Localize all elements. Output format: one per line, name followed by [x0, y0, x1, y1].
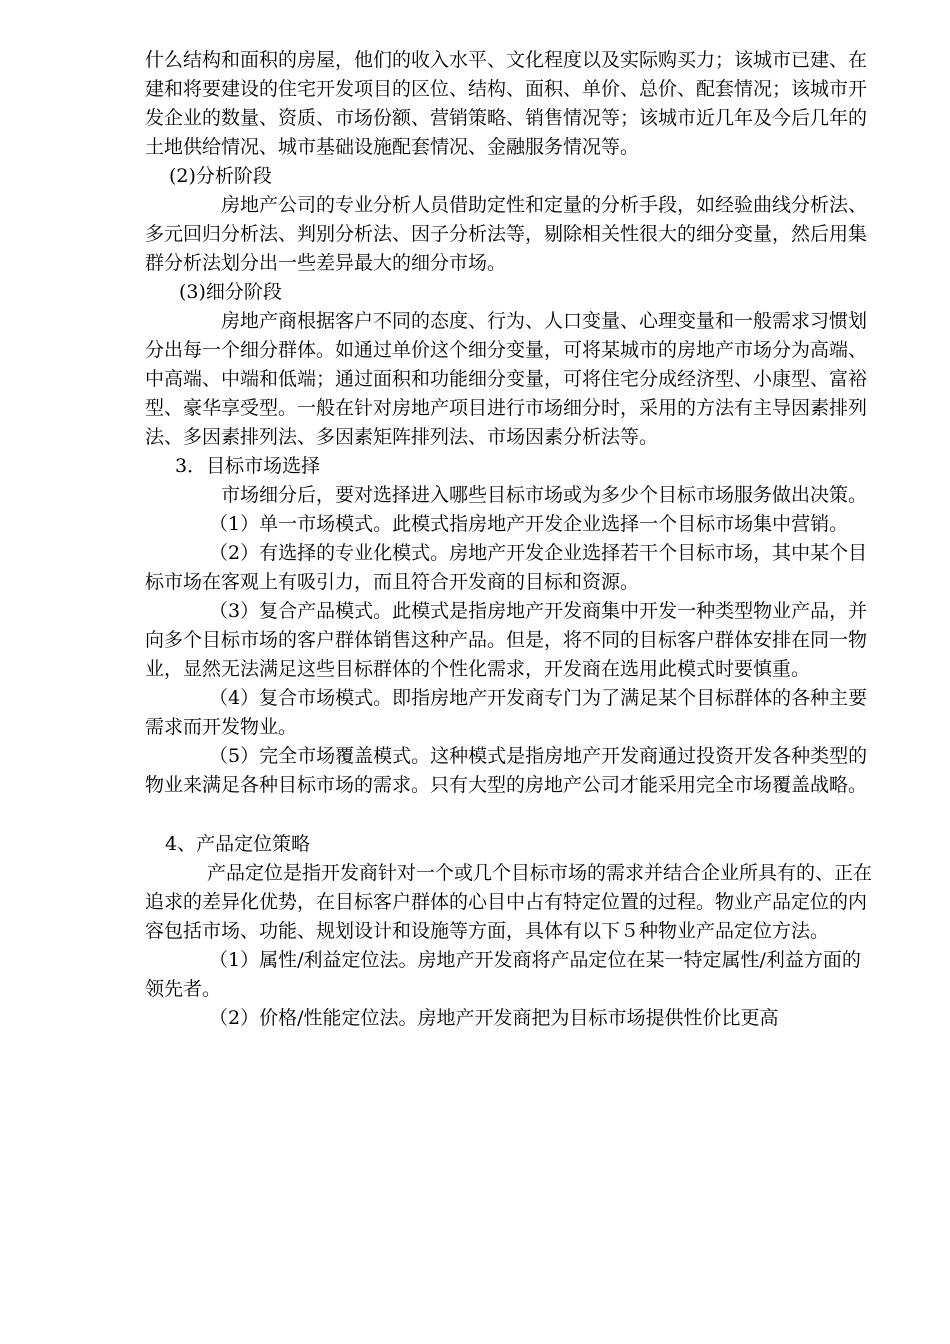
paragraph-mode-single-market: （1）单一市场模式。此模式指房地产开发企业选择一个目标市场集中营销。 — [209, 513, 849, 535]
heading-segmentation-stage: (3)细分阶段 — [179, 281, 282, 303]
document-body — [145, 46, 873, 1033]
paragraph-market-survey-content: 什么结构和面积的房屋，他们的收入水平、文化程度以及实际购买力；该城市已建、在建和将要建设的住宅开发项目的区位、结构、面积、单价、总价、配套情况；该城市开发企业的数量、资质、市场份额、营销策略、销售情况等；该城市近几年及今后几年的土地供给情况、城市基础设施配套情况、金融服务情况等。 — [145, 49, 868, 158]
paragraph-mode-full-coverage: （5）完全市场覆盖模式。这种模式是指房地产开发商通过投资开发各种类型的物业来满足各种目标市场的需求。只有大型的房地产公司才能采用完全市场覆盖战略。 — [145, 745, 868, 796]
paragraph-target-market-intro: 市场细分后，要对选择进入哪些目标市场或为多少个目标市场服务做出决策。 — [221, 484, 868, 506]
paragraph-positioning-price-performance: （2）价格/性能定位法。房地产开发商把为目标市场提供性价比更高 — [209, 1007, 779, 1029]
paragraph-product-positioning: 产品定位是指开发商针对一个或几个目标市场的需求并结合企业所具有的、正在追求的差异化优势，在目标客户群体的心目中占有特定位置的过程。物业产品定位的内容包括市场、功能、规划设计和设施等方面，具体有以下５种物业产品定位方法。 — [145, 862, 873, 942]
heading-product-positioning-strategy: 4、产品定位策略 — [165, 833, 311, 855]
paragraph-spacer — [145, 800, 873, 830]
paragraph-positioning-attribute-benefit: （1）属性/利益定位法。房地产开发商将产品定位在某一特定属性/利益方面的领先者。 — [145, 949, 861, 1000]
heading-target-market-selection: 3．目标市场选择 — [175, 455, 321, 477]
paragraph-analysis-stage: 房地产公司的专业分析人员借助定性和定量的分析手段，如经验曲线分析法、多元回归分析法、判别分析法、因子分析法等，剔除相关性很大的细分变量，然后用集群分析法划分出一些差异最大的细分市场。 — [145, 194, 868, 274]
paragraph-mode-compound-product: （3）复合产品模式。此模式是指房地产开发商集中开发一种类型物业产品，并向多个目标市场的客户群体销售这种产品。但是，将不同的目标客户群体安排在同一物业，显然无法满足这些目标群体的个性化需求，开发商在选用此模式时要慎重。 — [145, 600, 868, 680]
paragraph-mode-selective-specialization: （2）有选择的专业化模式。房地产开发企业选择若干个目标市场，其中某个目标市场在客观上有吸引力，而且符合开发商的目标和资源。 — [145, 542, 868, 593]
heading-analysis-stage: (2)分析阶段 — [169, 165, 272, 187]
paragraph-segmentation-stage: 房地产商根据客户不同的态度、行为、人口变量、心理变量和一般需求习惯划分出每一个细分群体。如通过单价这个细分变量，可将某城市的房地产市场分为高端、中高端、中端和低端；通过面积和功能细分变量，可将住宅分成经济型、小康型、富裕型、豪华享受型。一般在针对房地产项目进行市场细分时，采用的方法有主导因素排列法、多因素排列法、多因素矩阵排列法、市场因素分析法等。 — [145, 310, 868, 448]
paragraph-mode-compound-market: （4）复合市场模式。即指房地产开发商专门为了满足某个目标群体的各种主要需求而开发物业。 — [145, 687, 868, 738]
